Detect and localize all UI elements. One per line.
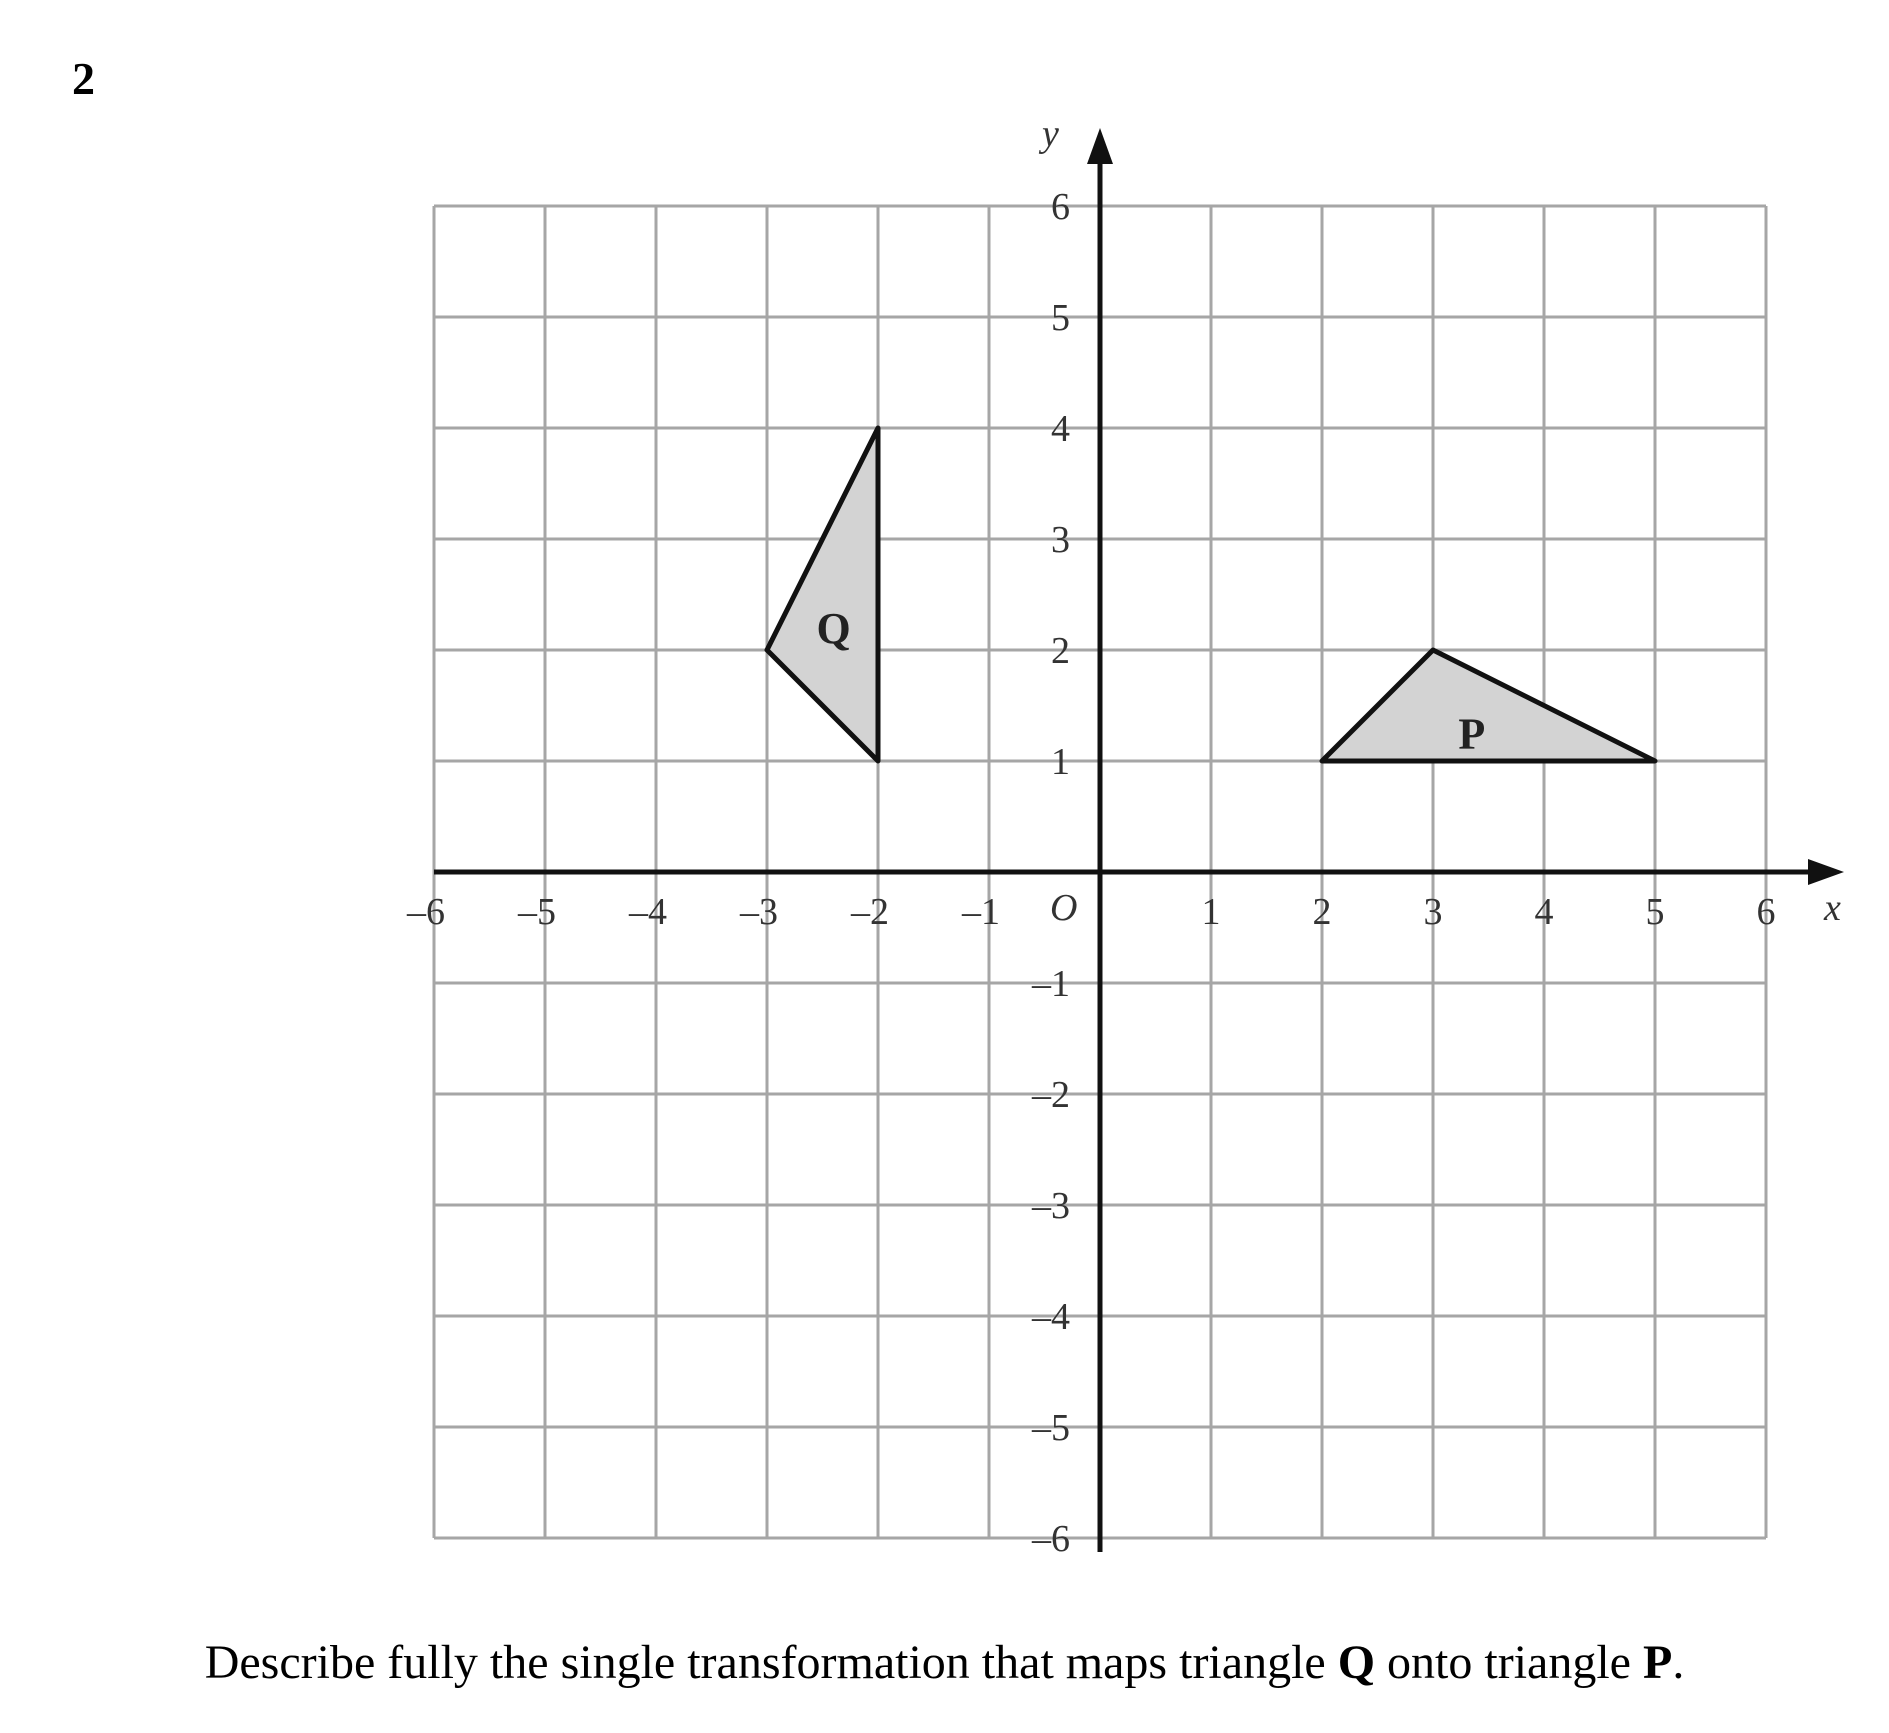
x-tick-label: 2 [1312,891,1332,933]
y-axis-label: y [1042,113,1059,155]
axes [434,113,1844,1552]
x-axis-label: x [1824,887,1841,929]
question-shape-p: P [1642,1636,1673,1689]
x-tick-label: –2 [851,891,889,933]
question-shape-q: Q [1337,1636,1376,1689]
y-tick-label: –4 [1032,1296,1070,1338]
x-tick-label: –3 [740,891,778,933]
question-number: 2 [72,53,95,104]
triangle-q-label: Q [816,603,851,653]
triangle-q [767,428,878,761]
x-tick-label: –4 [629,891,667,933]
x-tick-label: –1 [962,891,1000,933]
triangle-p [1322,650,1655,761]
triangle-p-label: P [1458,709,1486,759]
x-tick-label: 3 [1423,891,1443,933]
y-tick-label: 6 [1051,186,1070,228]
y-tick-label: –2 [1032,1074,1070,1116]
y-tick-label: –1 [1032,963,1070,1005]
origin-label: O [1050,887,1078,929]
y-axis-arrow [1087,128,1113,164]
question-part-3: . [1672,1636,1685,1689]
question-part-1: Describe fully the single transformation that maps triangle [204,1636,1338,1689]
y-tick-label: 5 [1051,297,1070,339]
y-tick-label: –5 [1032,1407,1070,1449]
question-text [0,1635,1889,1690]
x-tick-label: 4 [1534,891,1554,933]
question-part-2: onto triangle [1375,1636,1643,1689]
y-tick-label: 1 [1051,741,1070,783]
y-tick-label: –6 [1032,1518,1070,1560]
y-tick-label: 3 [1051,519,1070,561]
x-axis-arrow [1808,859,1844,885]
x-tick-label: –6 [407,891,445,933]
x-tick-label: 5 [1645,891,1665,933]
y-tick-label: 4 [1051,408,1070,450]
x-tick-label: –5 [518,891,556,933]
x-tick-label: 1 [1201,891,1221,933]
x-tick-label: 6 [1756,891,1776,933]
y-tick-label: 2 [1051,630,1070,672]
y-tick-label: –3 [1032,1185,1070,1227]
